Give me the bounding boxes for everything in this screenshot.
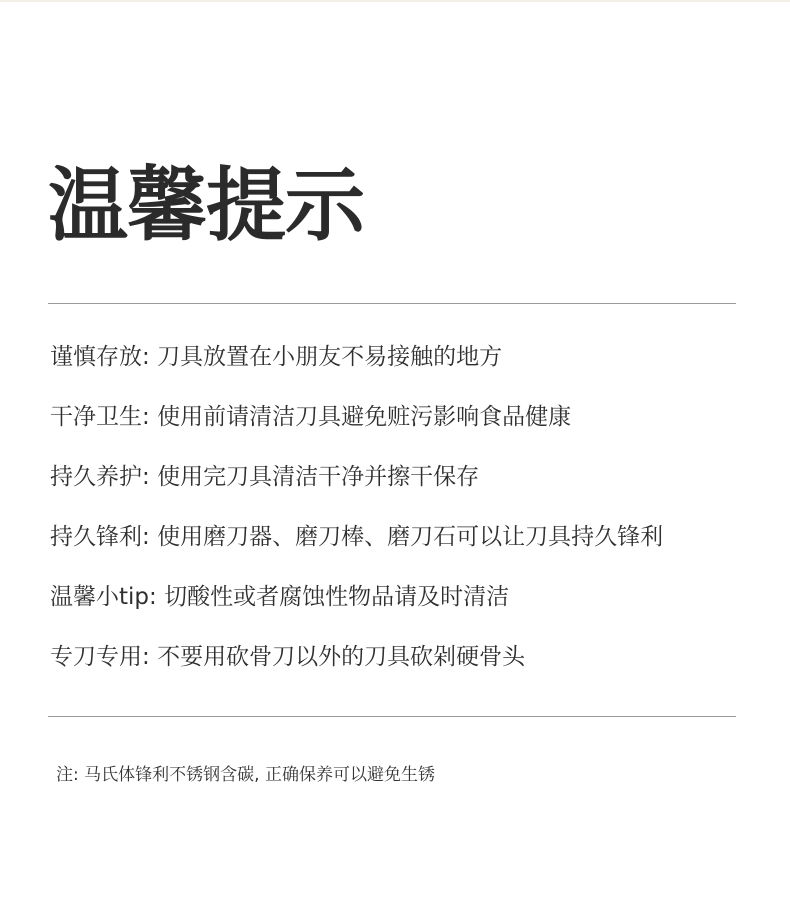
tip-label: 持久锋利 [50, 524, 142, 550]
tip-separator: : [142, 344, 158, 370]
tip-separator: : [142, 464, 158, 490]
divider-top [48, 303, 736, 304]
tip-text: 刀具放置在小朋友不易接触的地方 [157, 344, 503, 370]
tip-sharpness [50, 512, 663, 572]
tip-label: 专刀专用 [50, 644, 142, 670]
page-title: 温馨提示 [48, 159, 364, 252]
tip-separator: : [142, 404, 158, 430]
divider-bottom [48, 716, 736, 717]
tip-label: 持久养护 [50, 464, 142, 490]
tip-separator: : [142, 644, 158, 670]
tip-text: 切酸性或者腐蚀性物品请及时清洁 [164, 584, 510, 610]
tip-separator: : [149, 584, 165, 610]
tip-storage [50, 332, 663, 392]
tip-text: 不要用砍骨刀以外的刀具砍剁硬骨头 [157, 644, 526, 670]
tip-separator: : [142, 524, 158, 550]
tip-text: 使用磨刀器、磨刀棒、磨刀石可以让刀具持久锋利 [157, 524, 664, 550]
tip-text: 使用完刀具清洁干净并擦干保存 [157, 464, 480, 490]
tip-acidic [50, 572, 663, 632]
tip-label: 干净卫生 [50, 404, 142, 430]
tip-dedicated-use [50, 632, 663, 692]
footnote: 注: 马氏体锋利不锈钢含碳, 正确保养可以避免生锈 [56, 765, 435, 785]
tip-maintenance [50, 452, 663, 512]
top-edge-band [0, 0, 790, 2]
tip-text: 使用前请清洁刀具避免赃污影响食品健康 [157, 404, 572, 430]
tip-label: 温馨小tip [50, 584, 150, 610]
tips-list [50, 332, 663, 692]
tip-hygiene [50, 392, 663, 452]
tip-label: 谨慎存放 [50, 344, 142, 370]
